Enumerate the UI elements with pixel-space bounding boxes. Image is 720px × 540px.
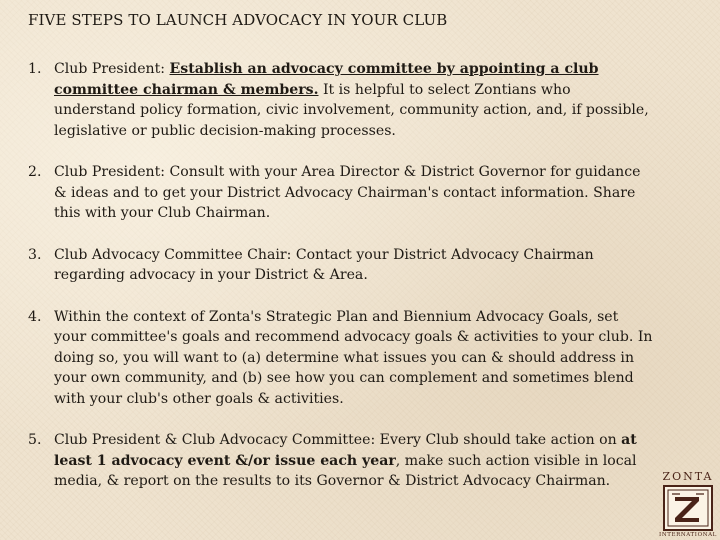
- step-emphasis: at least 1 advocacy event &/or issue each year: [54, 432, 637, 469]
- step-number: 2.: [28, 164, 42, 180]
- zonta-emblem-icon: [663, 485, 713, 531]
- page-title: FIVE STEPS TO LAUNCH ADVOCACY IN YOUR CLUB: [28, 11, 448, 29]
- step-text: Within the context of Zonta's Strategic Plan and Biennium Advocacy Goals, set your committee's goals and recommend advocacy goals & activities to your club. In doing so, you will want to (a) determine what issues you can & should address in your own community, and (b) see how you can complement and sometimes blend with your club's other goals & activities.: [54, 308, 653, 407]
- logo-subtitle: INTERNATIONAL: [659, 532, 717, 538]
- steps-list: [28, 59, 654, 513]
- step-number: 5.: [28, 432, 42, 448]
- step-text: Club Advocacy Committee Chair: Contact your District Advocacy Chairman regarding advocacy in your District & Area.: [54, 246, 594, 283]
- step-tail: , make such action visible in local media, & report on the results to its Governor & District Advocacy Chairman.: [54, 452, 637, 489]
- step-text: Club President: Consult with your Area Director & District Governor for guidance & ideas and to get your District Advocacy Chairman's contact information. Share this with your Club Chairman.: [54, 164, 641, 221]
- step-tail: It is helpful to select Zontians who understand policy formation, civic involvement, community action, and, if possible, legislative or public decision-making processes.: [54, 81, 649, 139]
- logo-wordmark: ZONTA: [662, 470, 714, 483]
- step-5: [28, 430, 654, 492]
- step-number: 3.: [28, 246, 42, 263]
- step-1: [28, 59, 654, 141]
- step-lead: Club President & Club Advocacy Committee: Every Club should take action on: [54, 432, 622, 448]
- step-2: [28, 162, 654, 224]
- step-number: 4.: [28, 308, 42, 325]
- step-emphasis: Establish an advocacy committee by appointing a club committee chairman & members.: [54, 61, 599, 98]
- step-number: 1.: [28, 61, 42, 77]
- zonta-logo: [658, 470, 718, 539]
- step-lead: Club President:: [54, 61, 170, 77]
- step-3: [28, 245, 654, 286]
- step-4: [28, 307, 654, 410]
